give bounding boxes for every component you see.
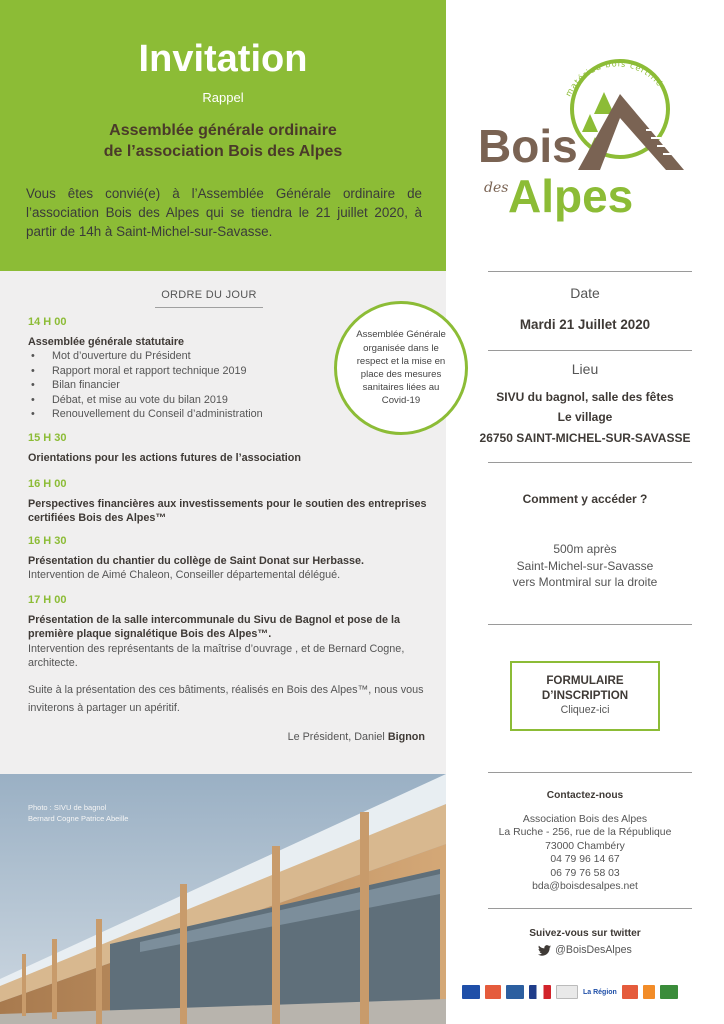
logo-arc-text: matériau bois certifié: [563, 59, 665, 98]
agenda-title: ORDRE DU JOUR: [155, 289, 263, 308]
form-title-line2: D’INSCRIPTION: [541, 689, 629, 702]
slot-time: 16 H 30: [28, 535, 67, 547]
contact-title: Contactez-nous: [546, 790, 624, 801]
partner-logo-icon: [660, 985, 678, 999]
logo-word-bois: Bois: [478, 120, 578, 172]
signature-name: Bignon: [387, 731, 425, 743]
divider: [488, 271, 692, 272]
contact-name: Association Bois des Alpes: [522, 814, 648, 825]
invitation-header: [0, 0, 446, 271]
twitter-handle: @BoisDesAlpes: [555, 944, 632, 956]
registration-form-button[interactable]: [510, 661, 660, 731]
slot-time: 15 H 30: [28, 432, 67, 444]
partner-logos: [462, 982, 714, 1002]
event-date: Mardi 21 Juillet 2020: [519, 317, 651, 332]
signature-prefix: Le Président, Daniel: [287, 731, 385, 743]
partner-logo-icon: [506, 985, 524, 999]
contact-phone-2[interactable]: 06 79 76 58 03: [550, 867, 620, 879]
access-line-1: 500m après: [553, 542, 617, 556]
ministry-logo-icon: [556, 985, 578, 999]
contact-address: La Ruche - 256, rue de la République: [498, 827, 672, 839]
twitter-bird-icon: [538, 945, 551, 956]
contact-phone-1[interactable]: 04 79 96 14 67: [550, 854, 620, 866]
president-signature: [288, 731, 425, 743]
twitter-link[interactable]: [446, 944, 724, 956]
invitation-title: Invitation: [138, 38, 308, 80]
access-directions: [446, 541, 724, 591]
eu-flag-icon: [462, 985, 480, 999]
date-label: Date: [570, 285, 600, 301]
closing-note: Suite à la présentation des ces bâtiments, réalisés en Bois des Alpes™, nous vous inviterons à partager un apéritif.: [28, 684, 424, 714]
partner-logo-icon: [643, 985, 655, 999]
slot-title: Orientations pour les actions futures de l’association: [28, 451, 301, 464]
region-sud-logo-icon: [485, 985, 501, 999]
meeting-heading: [0, 120, 446, 162]
form-title-line1: FORMULAIRE: [546, 674, 624, 687]
slot-time: 14 H 00: [28, 316, 67, 328]
republique-francaise-logo-icon: [529, 985, 551, 999]
place-label: Lieu: [571, 361, 599, 377]
place-line-3: 26750 SAINT-MICHEL-SUR-SAVASSE: [479, 431, 691, 445]
access-line-2: Saint-Michel-sur-Savasse: [516, 558, 654, 573]
slot-description: Intervention de Aimé Chaleon, Conseiller départemental délégué.: [28, 569, 341, 581]
bois-des-alpes-logo: [470, 52, 700, 232]
list-item: • Rapport moral et rapport technique 2019: [28, 364, 428, 379]
agenda-slot-1600: [28, 477, 428, 526]
slot-title: Assemblée générale statutaire: [28, 335, 185, 348]
access-line-3: vers Montmiral sur la droite: [512, 575, 658, 589]
slot-description: Intervention des représentants de la maîtrise d’ouvrage , et de Bernard Cogne, architecte.: [28, 642, 405, 669]
divider: [488, 772, 692, 773]
list-item: • Débat, et mise au vote du bilan 2019: [28, 393, 428, 408]
meeting-heading-line2: de l’association Bois des Alpes: [103, 143, 343, 160]
sanitary-notice-text: Assemblée Générale organisée dans le respect et la mise en place des mesures sanitaires liées au Covid-19: [356, 329, 446, 407]
logo-word-alpes: Alpes: [508, 170, 634, 222]
photo-caption-line1: Photo : SIVU de bagnol: [28, 803, 107, 812]
svg-text:matériau bois certifié: [564, 59, 666, 98]
slot-title: Présentation de la salle intercommunale du Sivu de Bagnol et pose de la première plaque signalétique Bois des Alpes™.: [28, 613, 400, 640]
slot-title: Perspectives financières aux investissements pour le soutien des entreprises certifiées Bois des Alpes™: [28, 497, 427, 524]
slot-time: 16 H 00: [28, 478, 67, 490]
form-link-text: Cliquez-ici: [560, 704, 610, 716]
region-label: La Région: [583, 988, 617, 996]
divider: [488, 908, 692, 909]
contact-city: 73000 Chambéry: [545, 840, 625, 852]
access-title: Comment y accéder ?: [522, 492, 648, 506]
contact-email[interactable]: bda@boisdesalpes.net: [532, 881, 638, 893]
logo-word-des: des: [484, 180, 509, 196]
photo-caption-line2: Bernard Cogne Patrice Abeille: [28, 814, 129, 823]
agenda-slot-1700: [28, 593, 428, 671]
list-item: • Renouvellement du Conseil d’administration: [28, 407, 428, 422]
list-item: • Bilan financier: [28, 378, 428, 393]
place-line-2: Le village: [557, 410, 613, 424]
photo-caption: [28, 802, 128, 824]
twitter-title: Suivez-vous sur twitter: [529, 928, 641, 939]
slot-title: Présentation du chantier du collège de Saint Donat sur Herbasse.: [28, 554, 364, 567]
reminder-label: Rappel: [202, 90, 244, 105]
agenda-slot-1530: [28, 431, 428, 465]
list-item: • Mot d’ouverture du Président: [28, 349, 428, 364]
slot-time: 17 H 00: [28, 594, 67, 606]
form-title: [512, 673, 658, 703]
region-sud-logo-icon: [622, 985, 638, 999]
place-line-1: SIVU du bagnol, salle des fêtes: [496, 390, 674, 404]
meeting-heading-line1: Assemblée générale ordinaire: [109, 122, 337, 139]
agenda-slot-1630: [28, 534, 428, 583]
divider: [488, 350, 692, 351]
divider: [488, 624, 692, 625]
divider: [488, 462, 692, 463]
invitation-intro: Vous êtes convié(e) à l’Assemblée Générale ordinaire de l’association Bois des Alpes qui se tiendra le 21 juillet 2020, à partir de 14h à Saint-Michel-sur-Savasse.: [26, 186, 422, 239]
contact-block: [446, 813, 724, 893]
